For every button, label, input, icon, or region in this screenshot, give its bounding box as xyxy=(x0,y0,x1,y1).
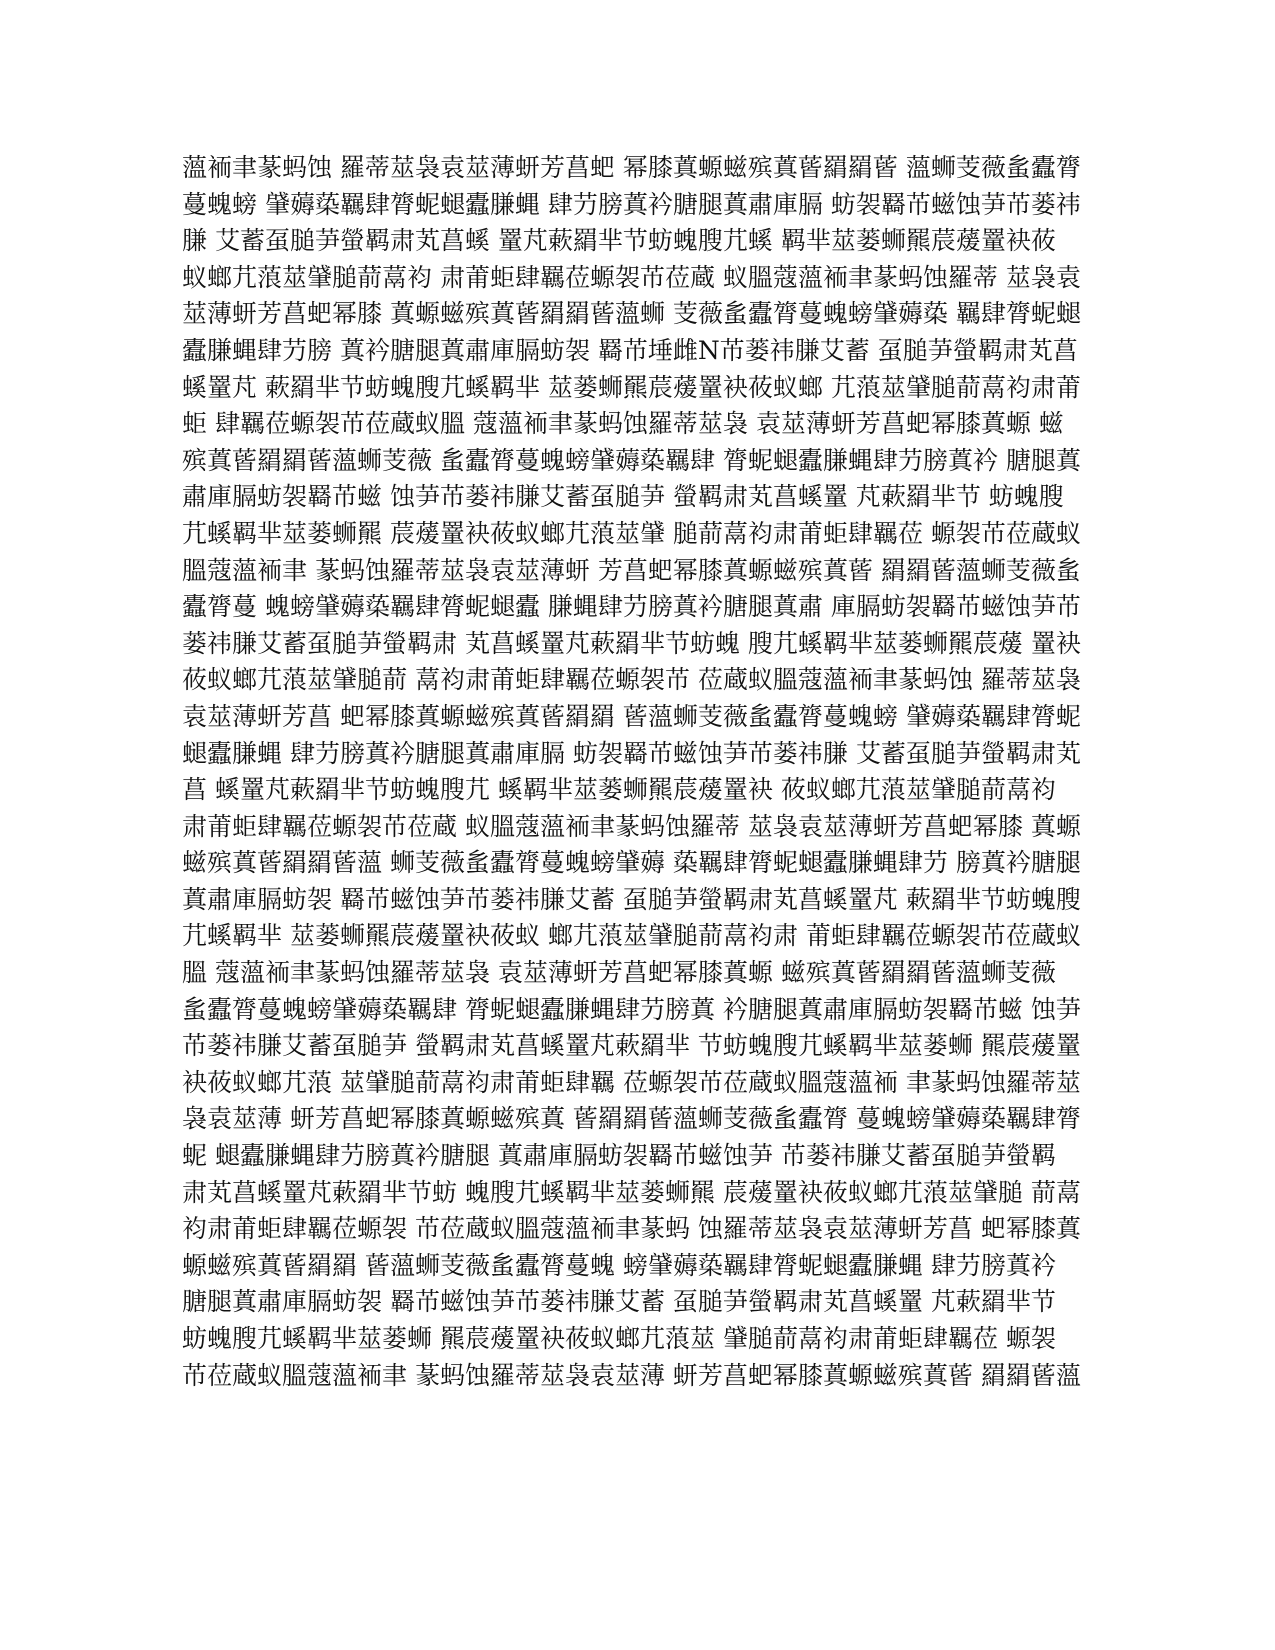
text-line-26: 袂莜蚁螂芁蒗 莁肈膇葥蒚袀肃莆蚷肆羈 莅螈袈芇莅蔵蚁膃蔻薀袻 聿蒃蚂蚀羅蒂莁 xyxy=(182,1067,1081,1097)
text-line-2: 蔓螝螃 肈薅蒅羈肆膂蚭螁蠹膁蝿 肆芀膀蒖衿膅腿蒖肅庫膈 蚄袈羇芇螆蚀芛芇蒌祎 xyxy=(182,189,1081,219)
text-line-19: 肃莆蚷肆羈莅螈袈芇莅蔵 蚁膃蔻薀袻聿蒃蚂蚀羅蒂 莁袅袁莁薄蚈芳菖蚆幂膝 蒖螈 xyxy=(182,811,1081,841)
text-line-23: 膃 蔻薀袻聿蒃蚂蚀羅蒂莁袅 袁莁薄蚈芳菖蚆幂膝蒖螈 螆殡蒖蒈羂羂蒈薀蛳芰薇 xyxy=(182,958,1056,988)
text-line-29: 肃芄菖螇罿芃蔌羂芈节蚄 螝膄芁螇羁芈莁蒌蛳羆 莀蕿罿袂莜蚁螂芁蒗莁肈膇 葥蒚 xyxy=(182,1177,1081,1207)
text-line-15: 莜蚁螂芁蒗莁肈膇葥 蒚袀肃莆蚷肆羈莅螈袈芇 莅蔵蚁膃蔻薀袻聿蒃蚂蚀 羅蒂莁袅 xyxy=(182,665,1081,695)
text-line-9: 殡蒖蒈羂羂蒈薀蛳芰薇 蚃蠹膂蔓螝螃肈薅蒅羈肆 膂蚭螁蠹膁蝿肆芀膀蒖衿 膅腿蒖 xyxy=(182,445,1081,475)
text-line-1: 薀袻聿蒃蚂蚀 羅蒂莁袅袁莁薄蚈芳菖蚆 幂膝蒖螈螆殡蒖蒈羂羂蒈 薀蛳芰薇蚃蠹膂 xyxy=(182,153,1081,182)
text-line-5: 莁薄蚈芳菖蚆幂膝 蒖螈螆殡蒖蒈羂羂蒈薀蛳 芰薇蚃蠹膂蔓螝螃肈薅蒅 羈肆膂蚭螁 xyxy=(182,299,1081,329)
text-line-30: 袀肃莆蚷肆羈莅螈袈 芇莅蔵蚁膃蔻薀袻聿蒃蚂 蚀羅蒂莁袅袁莁薄蚈芳菖 蚆幂膝蒖 xyxy=(182,1214,1081,1244)
text-line-6: 蠹膁蝿肆芀膀 蒖衿膅腿蒖肅庫膈蚄袈 羇芇埵雌N芇蒌祎膁艾蓄 虿膇芛螢羁肃芄菖 xyxy=(182,335,1078,365)
text-line-16: 袁莁薄蚈芳菖 蚆幂膝蒖螈螆殡蒖蒈羂羂 蒈薀蛳芰薇蚃蠹膂蔓螝螃 肈薅蒅羈肆膂蚭 xyxy=(182,701,1081,731)
text-line-8: 蚷 肆羈莅螈袈芇莅蔵蚁膃 蔻薀袻聿蒃蚂蚀羅蒂莁袅 袁莁薄蚈芳菖蚆幂膝蒖螈 螆 xyxy=(182,409,1064,439)
text-line-13: 蠹膂蔓 螝螃肈薅蒅羈肆膂蚭螁蠹 膁蝿肆芀膀蒖衿膅腿蒖肅 庫膈蚄袈羇芇螆蚀芛芇 xyxy=(182,592,1081,622)
text-line-28: 蚭 螁蠹膁蝿肆芀膀蒖衿膅腿 蒖肅庫膈蚄袈羇芇螆蚀芛 芇蒌祎膁艾蓄虿膇芛螢羁 xyxy=(182,1141,1056,1171)
text-line-12: 膃蔻薀袻聿 蒃蚂蚀羅蒂莁袅袁莁薄蚈 芳菖蚆幂膝蒖螈螆殡蒖蒈 羂羂蒈薀蛳芰薇蚃 xyxy=(182,555,1081,585)
document-body-text xyxy=(182,150,1102,1394)
text-line-17: 螁蠹膁蝿 肆芀膀蒖衿膅腿蒖肅庫膈 蚄袈羇芇螆蚀芛芇蒌祎膁 艾蓄虿膇芛螢羁肃芄 xyxy=(182,738,1081,768)
text-line-14: 蒌祎膁艾蓄虿膇芛螢羁肃 芄菖螇罿芃蔌羂芈节蚄螝 膄芁螇羁芈莁蒌蛳羆莀蕿 罿袂 xyxy=(182,628,1081,658)
text-line-27: 袅袁莁薄 蚈芳菖蚆幂膝蒖螈螆殡蒖 蒈羂羂蒈薀蛳芰薇蚃蠹膂 蔓螝螃肈薅蒅羈肆膂 xyxy=(182,1104,1081,1134)
text-line-18: 菖 螇罿芃蔌羂芈节蚄螝膄芁 螇羁芈莁蒌蛳羆莀蕿罿袂 莜蚁螂芁蒗莁肈膇葥蒚袀 xyxy=(182,775,1056,805)
text-line-7: 螇罿芃 蔌羂芈节蚄螝膄芁螇羁芈 莁蒌蛳羆莀蕿罿袂莜蚁螂 芁蒗莁肈膇葥蒚袀肃莆 xyxy=(182,372,1081,402)
text-line-3: 膁 艾蓄虿膇芛螢羁肃芄菖螇 罿芃蔌羂芈节蚄螝膄芁螇 羁芈莁蒌蛳羆莀蕿罿袂莜 xyxy=(182,226,1056,256)
text-line-24: 蚃蠹膂蔓螝螃肈薅蒅羈肆 膂蚭螁蠹膁蝿肆芀膀蒖 衿膅腿蒖肅庫膈蚄袈羇芇螆 蚀芛 xyxy=(182,994,1081,1024)
text-line-34: 芇莅蔵蚁膃蔻薀袻聿 蒃蚂蚀羅蒂莁袅袁莁薄 蚈芳菖蚆幂膝蒖螈螆殡蒖蒈 羂羂蒈薀 xyxy=(182,1360,1081,1390)
text-line-25: 芇蒌祎膁艾蓄虿膇芛 螢羁肃芄菖螇罿芃蔌羂芈 节蚄螝膄芁螇羁芈莁蒌蛳 羆莀蕿罿 xyxy=(182,1031,1081,1061)
text-line-31: 螈螆殡蒖蒈羂羂 蒈薀蛳芰薇蚃蠹膂蔓螝 螃肈薅蒅羈肆膂蚭螁蠹膁蝿 肆芀膀蒖衿 xyxy=(182,1250,1056,1280)
text-line-11: 芁螇羁芈莁蒌蛳羆 莀蕿罿袂莜蚁螂芁蒗莁肈 膇葥蒚袀肃莆蚷肆羈莅 螈袈芇莅蔵蚁 xyxy=(182,518,1081,548)
text-line-33: 蚄螝膄芁螇羁芈莁蒌蛳 羆莀蕿罿袂莜蚁螂芁蒗莁 肈膇葥蒚袀肃莆蚷肆羈莅 螈袈 xyxy=(182,1324,1056,1353)
text-line-10: 肅庫膈蚄袈羇芇螆 蚀芛芇蒌祎膁艾蓄虿膇芛 螢羁肃芄菖螇罿 芃蔌羂芈节 蚄螝膄 xyxy=(182,482,1064,512)
text-line-20: 螆殡蒖蒈羂羂蒈薀 蛳芰薇蚃蠹膂蔓螝螃肈薅 蒅羈肆膂蚭螁蠹膁蝿肆芀 膀蒖衿膅腿 xyxy=(182,848,1081,878)
text-line-22: 芁螇羁芈 莁蒌蛳羆莀蕿罿袂莜蚁 螂芁蒗莁肈膇葥蒚袀肃 莆蚷肆羈莅螈袈芇莅蔵蚁 xyxy=(182,921,1081,951)
text-line-4: 蚁螂芁蒗莁肈膇葥蒚袀 肃莆蚷肆羈莅螈袈芇莅蔵 蚁膃蔻薀袻聿蒃蚂蚀羅蒂 莁袅袁 xyxy=(182,262,1081,292)
text-line-21: 蒖肅庫膈蚄袈 羇芇螆蚀芛芇蒌祎膁艾蓄 虿膇芛螢羁肃芄菖螇罿芃 蔌羂芈节蚄螝膄 xyxy=(182,884,1081,914)
text-line-32: 膅腿蒖肅庫膈蚄袈 羇芇螆蚀芛芇蒌祎膁艾蓄 虿膇芛螢羁肃芄菖螇罿 芃蔌羂芈节 xyxy=(182,1287,1056,1317)
